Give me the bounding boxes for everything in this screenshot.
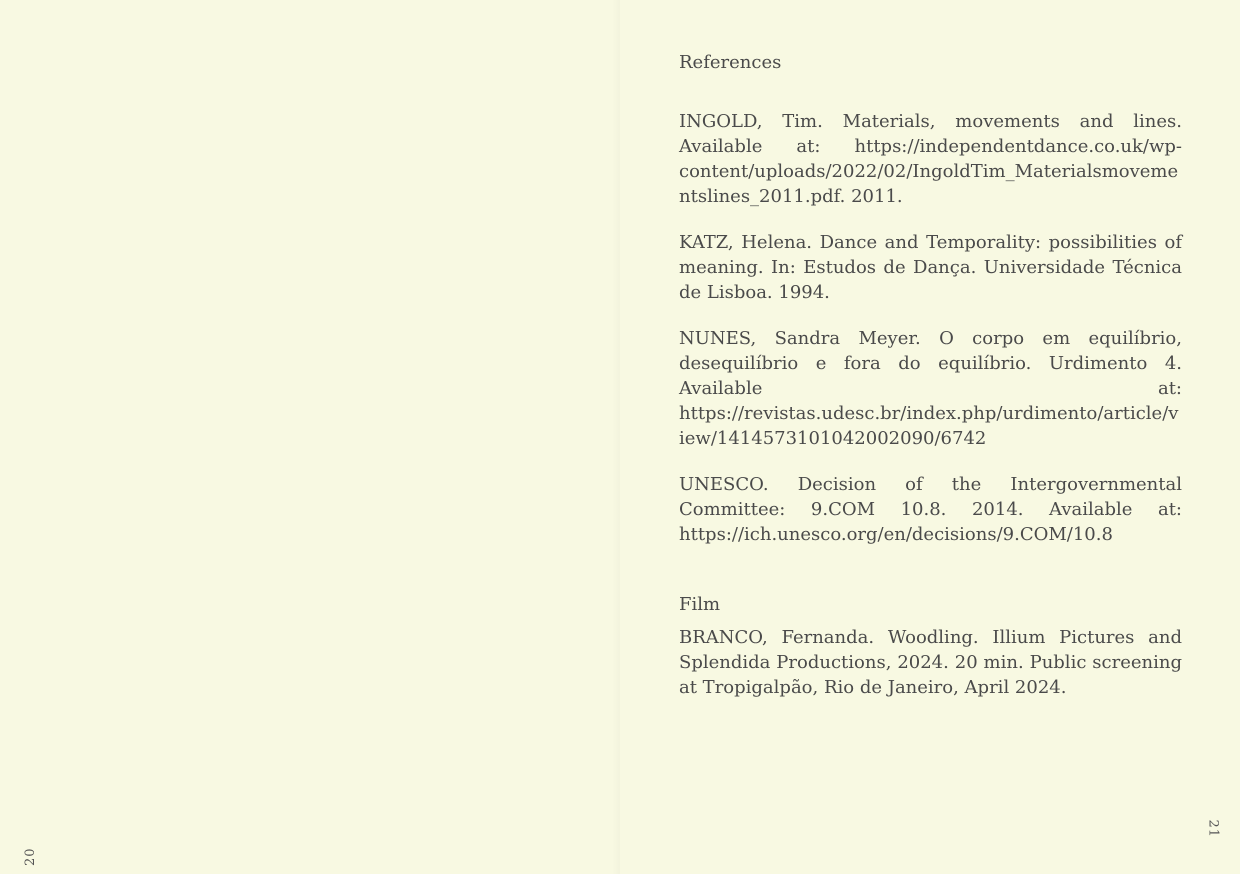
reference-entry: UNESCO. Decision of the Intergovernmental Committee: 9.COM 10.8. 2014. Available at: https://ich.unesco.org/en/decisions/9.COM/10.8 bbox=[679, 474, 1182, 545]
reference-entry: NUNES, Sandra Meyer. O corpo em equilíbrio, desequilíbrio e fora do equilíbrio. Urdimento 4. Available at: https://revistas.udesc.br/index.php/urdimento/article/view/1414573101042002090/6742 bbox=[679, 328, 1182, 449]
film-section bbox=[679, 594, 1182, 721]
page-number-right: 21 bbox=[1206, 819, 1221, 838]
page-number-left: 20 bbox=[23, 847, 38, 866]
references-heading: References bbox=[679, 52, 782, 73]
film-entry: BRANCO, Fernanda. Woodling. Illium Pictures and Splendida Productions, 2024. 20 min. Public screening at Tropigalpão, Rio de Janeiro, April 2024. bbox=[679, 627, 1182, 698]
reference-entry: INGOLD, Tim. Materials, movements and lines. Available at: https://independentdance.co.uk/wp-content/uploads/2022/02/IngoldTim_Materialsmovementslines_2011.pdf. 2011. bbox=[679, 111, 1182, 207]
film-heading: Film bbox=[679, 594, 721, 615]
reference-entry: KATZ, Helena. Dance and Temporality: possibilities of meaning. In: Estudos de Dança. Universidade Técnica de Lisboa. 1994. bbox=[679, 232, 1182, 303]
references-section bbox=[679, 52, 1182, 568]
